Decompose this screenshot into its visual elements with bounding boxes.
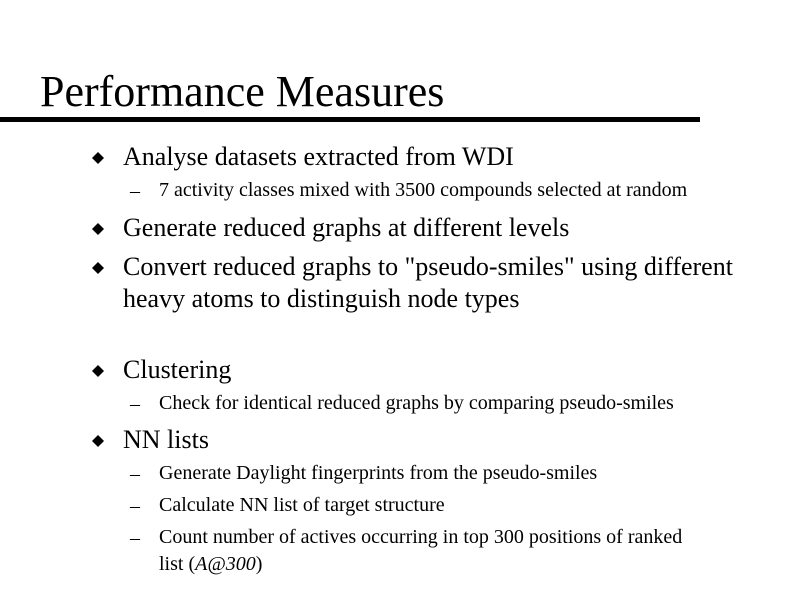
diamond-bullet-icon — [92, 365, 104, 377]
sub-bullet-text: Count number of actives occurring in top 300 positions of ranked — [159, 526, 683, 548]
sub-bullet-text: Calculate NN list of target structure — [159, 494, 445, 516]
sub-bullet-text-prefix: list ( — [159, 553, 196, 575]
sub-bullet-text: Generate Daylight fingerprints from the pseudo-smiles — [159, 462, 598, 484]
sub-bullet-text: Check for identical reduced graphs by comparing pseudo-smiles — [159, 392, 674, 414]
dash-marker: – — [130, 463, 140, 485]
bullet-text-continued: heavy atoms to distinguish node types — [123, 284, 520, 313]
dash-marker: – — [130, 393, 140, 415]
bullet-text: NN lists — [123, 425, 209, 454]
dash-marker: – — [130, 180, 140, 202]
bullet-text: Analyse datasets extracted from WDI — [123, 142, 514, 171]
dash-marker: – — [130, 527, 140, 549]
slide-title: Performance Measures — [40, 67, 445, 116]
diamond-bullet-icon — [92, 223, 104, 235]
title-underline — [0, 117, 700, 122]
bullet-text: Convert reduced graphs to "pseudo-smiles" using different — [123, 252, 733, 281]
diamond-bullet-icon — [92, 262, 104, 274]
diamond-bullet-icon — [92, 435, 104, 447]
sub-bullet-text-italic: A@300 — [195, 553, 256, 575]
diamond-bullet-icon — [92, 152, 104, 164]
sub-bullet-text-continued — [159, 549, 262, 580]
sub-bullet-text: 7 activity classes mixed with 3500 compounds selected at random — [159, 179, 688, 201]
bullet-text: Clustering — [123, 355, 232, 384]
sub-bullet-text-suffix: ) — [255, 553, 263, 575]
bullet-text: Generate reduced graphs at different levels — [123, 213, 570, 242]
dash-marker: – — [130, 495, 140, 517]
